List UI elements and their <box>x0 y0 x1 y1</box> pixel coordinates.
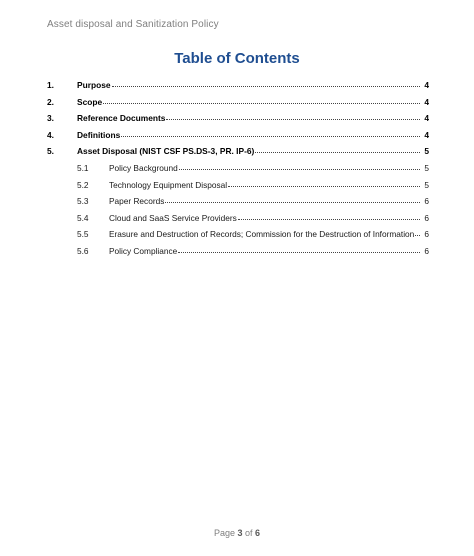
toc-entry-page: 5 <box>424 146 429 157</box>
toc-leader-dots <box>238 211 420 221</box>
toc-leader-dots <box>179 161 420 171</box>
toc-subentry[interactable] <box>47 227 429 244</box>
total-pages-number: 6 <box>255 528 261 538</box>
toc-entry-number: 5.1 <box>77 162 89 173</box>
toc-entry-page: 6 <box>424 229 429 240</box>
toc-entry-text: Policy Compliance <box>109 245 178 256</box>
toc-entry-number: 1. <box>47 80 54 90</box>
footer-middle: of <box>242 528 256 538</box>
toc-entry-text: Erasure and Destruction of Records; Commission for the Destruction of Information <box>109 229 415 240</box>
toc-leader-dots <box>121 128 420 138</box>
toc-entry[interactable] <box>47 144 429 161</box>
toc-entry-page: 5 <box>424 179 429 190</box>
page-footer <box>0 528 474 538</box>
page-header: Asset disposal and Sanitization Policy <box>47 19 219 30</box>
toc-entry[interactable] <box>47 95 429 112</box>
toc-leader-dots <box>112 78 420 88</box>
toc-entry-text: Scope <box>77 96 103 107</box>
toc-entry-page: 4 <box>424 80 429 90</box>
toc-entry-text: Purpose <box>77 80 111 90</box>
toc-entry-text: Paper Records <box>109 196 165 207</box>
table-of-contents <box>47 78 429 261</box>
toc-entry-page: 4 <box>424 129 429 140</box>
toc-entry-page: 6 <box>424 245 429 256</box>
toc-entry-text: Reference Documents <box>77 113 166 124</box>
toc-entry-number: 4. <box>47 129 54 140</box>
toc-entry-page: 6 <box>424 212 429 223</box>
toc-title: Table of Contents <box>174 50 300 67</box>
toc-leader-dots <box>165 194 420 204</box>
toc-subentry[interactable] <box>47 178 429 195</box>
toc-entry-text: Asset Disposal (NIST CSF PS.DS-3, PR. IP-6) <box>77 146 255 157</box>
toc-entry-number: 5.5 <box>77 229 89 240</box>
toc-entry-page: 6 <box>424 196 429 207</box>
toc-entry-number: 3. <box>47 113 54 124</box>
footer-prefix: Page <box>213 528 238 538</box>
toc-entry-number: 5.6 <box>77 245 89 256</box>
toc-entry-text: Cloud and SaaS Service Providers <box>109 212 237 223</box>
toc-leader-dots <box>103 95 420 105</box>
toc-entry-number: 5.4 <box>77 212 89 223</box>
toc-leader-dots <box>415 227 420 237</box>
toc-entry[interactable] <box>47 111 429 128</box>
current-page-number: 3 <box>237 528 243 538</box>
toc-subentry[interactable] <box>47 161 429 178</box>
toc-entry-text: Definitions <box>77 129 121 140</box>
toc-entry[interactable] <box>47 128 429 145</box>
toc-subentry[interactable] <box>47 244 429 261</box>
toc-entry-number: 5.3 <box>77 196 89 207</box>
toc-entry[interactable] <box>47 78 429 95</box>
toc-leader-dots <box>166 111 420 121</box>
toc-entry-page: 4 <box>424 113 429 124</box>
toc-entry-page: 4 <box>424 96 429 107</box>
toc-entry-text: Technology Equipment Disposal <box>109 179 228 190</box>
toc-leader-dots <box>228 178 420 188</box>
toc-leader-dots <box>255 144 420 154</box>
toc-entry-text: Policy Background <box>109 162 178 173</box>
toc-subentry[interactable] <box>47 194 429 211</box>
toc-subentry[interactable] <box>47 211 429 228</box>
toc-entry-number: 2. <box>47 96 54 107</box>
toc-entry-page: 5 <box>424 162 429 173</box>
toc-entry-number: 5.2 <box>77 179 89 190</box>
toc-entry-number: 5. <box>47 146 54 157</box>
toc-leader-dots <box>178 244 420 254</box>
